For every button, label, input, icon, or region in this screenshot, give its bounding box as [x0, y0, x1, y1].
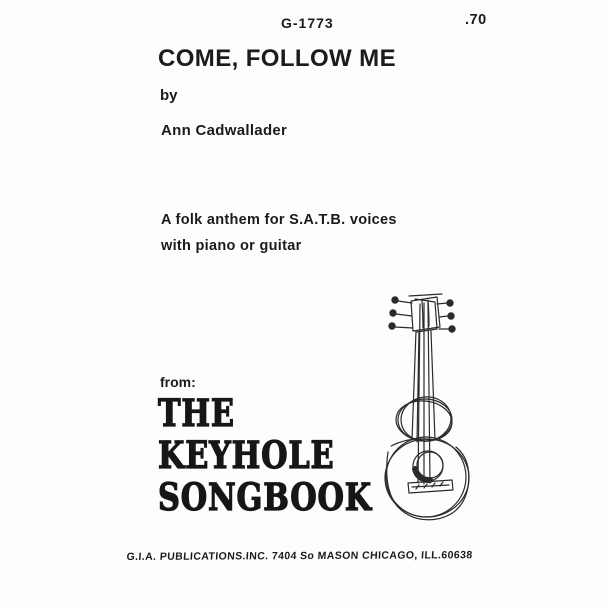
byline-label: by: [160, 87, 178, 104]
guitar-headstock: [409, 294, 442, 332]
guitar-bridge: [408, 480, 453, 493]
page-title: COME, FOLLOW ME: [158, 45, 396, 72]
catalog-number: G-1773: [281, 15, 334, 31]
from-label: from:: [160, 374, 196, 390]
guitar-sound-hole: [413, 451, 443, 481]
guitar-body: [381, 394, 470, 522]
description-line-2: with piano or guitar: [161, 238, 302, 254]
songbook-title-line-1: THE: [158, 391, 235, 435]
songbook-title-line-2: KEYHOLE: [158, 433, 335, 477]
publisher-line: G.I.A. PUBLICATIONS.INC. 7404 So MASON CHICAGO, ILL.60638: [126, 549, 473, 563]
songbook-title: [158, 392, 372, 518]
composer-name: Ann Cadwallader: [161, 122, 288, 139]
songbook-title-line-3: SONGBOOK: [158, 475, 372, 519]
guitar-illustration: [373, 290, 498, 530]
price: .70: [465, 12, 487, 28]
description-line-1: A folk anthem for S.A.T.B. voices: [161, 212, 397, 228]
